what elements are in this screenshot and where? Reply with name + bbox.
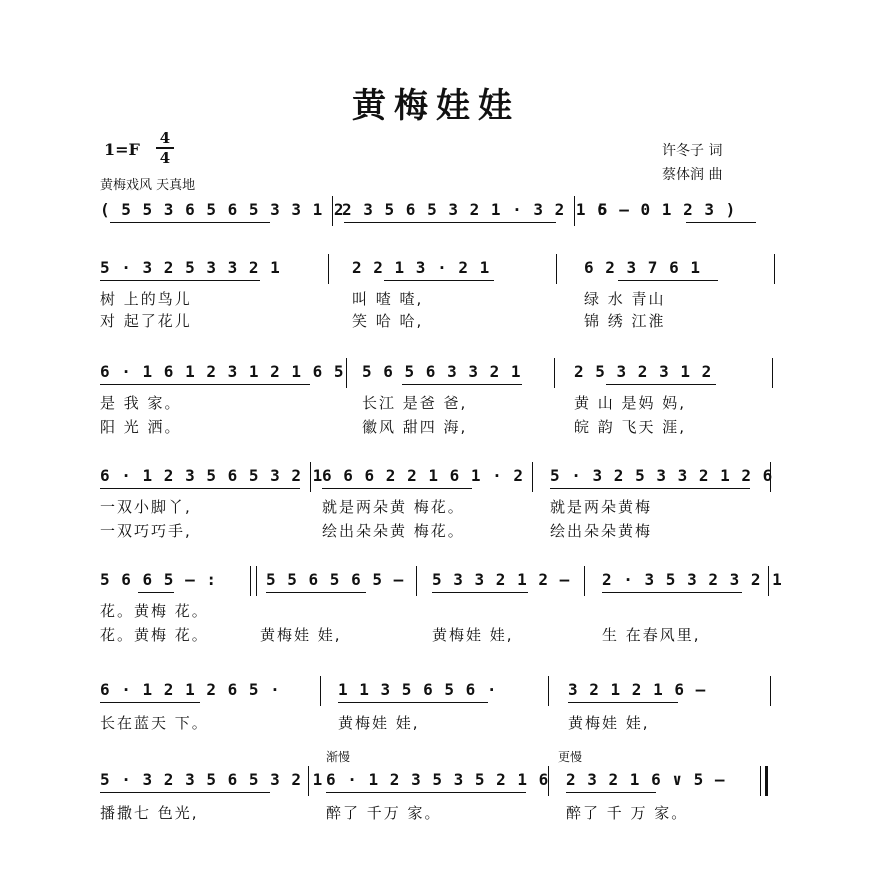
barline bbox=[774, 254, 775, 284]
lyric-verse-1: 花。黄梅 花。 bbox=[100, 602, 209, 620]
key-signature: 1=F bbox=[104, 140, 140, 159]
barline bbox=[310, 462, 311, 492]
time-signature bbox=[156, 130, 174, 166]
measure-notes: 6 · 1 2 3 5 6 5 3 2 1 bbox=[100, 466, 324, 485]
barline bbox=[308, 766, 309, 796]
lyric-verse-1: 播撒七 色光, bbox=[100, 804, 199, 822]
measure-notes: 2 5 3 2 3 1 2 bbox=[574, 362, 713, 381]
measure-notes: 5 6 6 5 – : bbox=[100, 570, 217, 589]
lyric-verse-2: 绘出朵朵黄梅 bbox=[550, 522, 653, 540]
barline bbox=[574, 196, 575, 226]
barline bbox=[556, 254, 557, 284]
barline bbox=[328, 254, 329, 284]
lyric-verse-1: 长在蓝天 下。 bbox=[100, 714, 209, 732]
song-title: 黄梅娃娃 bbox=[352, 86, 520, 126]
lyric-verse-2: 黄梅娃 娃, bbox=[260, 626, 342, 644]
lyric-verse-2: 生 在春风里, bbox=[602, 626, 701, 644]
time-signature-top: 4 bbox=[159, 129, 171, 147]
measure-notes: 3 2 1 2 1 6 – bbox=[568, 680, 707, 699]
beam-line bbox=[326, 792, 526, 793]
barline bbox=[584, 566, 585, 596]
double-barline bbox=[250, 566, 251, 596]
barline bbox=[548, 766, 549, 796]
barline bbox=[416, 566, 417, 596]
barline bbox=[320, 676, 321, 706]
lyric-verse-1: 黄梅娃 娃, bbox=[568, 714, 650, 732]
measure-notes: 1 1 3 5 6 5 6 · bbox=[338, 680, 498, 699]
beam-line bbox=[322, 488, 472, 489]
measure-notes: 2 3 2 1 6 ∨ 5 – bbox=[566, 770, 726, 789]
measure-notes: 5 · 3 2 5 3 3 2 1 2 6 bbox=[550, 466, 774, 485]
lyric-verse-1: 树 上的鸟儿 bbox=[100, 290, 192, 308]
beam-line bbox=[432, 592, 528, 593]
beam-line bbox=[100, 280, 260, 281]
beam-line bbox=[100, 702, 200, 703]
lyric-verse-1: 醉了 千 万 家。 bbox=[566, 804, 689, 822]
tempo-marking: 更慢 bbox=[558, 750, 583, 764]
beam-line bbox=[566, 792, 656, 793]
lyric-verse-2: 阳 光 洒。 bbox=[100, 418, 182, 436]
beam-line bbox=[344, 222, 556, 223]
lyric-verse-1: 叫 喳 喳, bbox=[352, 290, 424, 308]
tempo-marking: 渐慢 bbox=[326, 750, 351, 764]
lyricist-credit: 许冬子 词 bbox=[662, 143, 723, 159]
lyric-verse-1: 是 我 家。 bbox=[100, 394, 182, 412]
beam-line bbox=[686, 222, 756, 223]
measure-notes: 6 · 1 6 1 2 3 1 2 1 6 5 bbox=[100, 362, 345, 381]
double-barline bbox=[256, 566, 257, 596]
lyric-verse-2: 徽风 甜四 海, bbox=[362, 418, 468, 436]
beam-line bbox=[402, 384, 522, 385]
lyric-verse-2: 花。黄梅 花。 bbox=[100, 626, 209, 644]
lyric-verse-1: 黄梅娃 娃, bbox=[338, 714, 420, 732]
beam-line bbox=[384, 280, 494, 281]
beam-line bbox=[550, 488, 750, 489]
beam-line bbox=[110, 222, 270, 223]
lyric-verse-2: 绘出朵朵黄 梅花。 bbox=[322, 522, 465, 540]
measure-notes: 5 · 3 2 5 3 3 2 1 bbox=[100, 258, 281, 277]
barline bbox=[770, 676, 771, 706]
lyric-verse-1: 就是两朵黄 梅花。 bbox=[322, 498, 465, 516]
composer-credit: 蔡体润 曲 bbox=[662, 167, 723, 183]
lyric-verse-2: 锦 绣 江淮 bbox=[584, 312, 666, 330]
measure-notes: 6 · 1 2 3 5 3 5 2 1 6 bbox=[326, 770, 550, 789]
barline bbox=[532, 462, 533, 492]
lyric-verse-1: 绿 水 青山 bbox=[584, 290, 666, 308]
time-signature-bottom: 4 bbox=[159, 149, 171, 167]
measure-notes: 5 · 3 2 3 5 6 5 3 2 1 bbox=[100, 770, 324, 789]
barline bbox=[346, 358, 347, 388]
lyric-verse-1: 黄 山 是妈 妈, bbox=[574, 394, 687, 412]
measure-notes: 6 6 6 2 2 1 6 1 · 2 bbox=[322, 466, 525, 485]
beam-line bbox=[100, 488, 300, 489]
barline bbox=[332, 196, 333, 226]
beam-line bbox=[606, 384, 716, 385]
measure-notes: 5 6 5 6 3 3 2 1 bbox=[362, 362, 522, 381]
measure-notes: 6 · 1 2 1 2 6 5 · bbox=[100, 680, 281, 699]
lyric-verse-2: 对 起了花儿 bbox=[100, 312, 192, 330]
lyric-verse-2: 笑 哈 哈, bbox=[352, 312, 424, 330]
beam-line bbox=[338, 702, 488, 703]
lyric-verse-1: 醉了 千万 家。 bbox=[326, 804, 442, 822]
measure-notes: ( 5 5 3 6 5 6 5 3 3 1 2 bbox=[100, 200, 345, 219]
final-barline bbox=[760, 766, 761, 796]
beam-line bbox=[100, 792, 270, 793]
lyric-verse-1: 长江 是爸 爸, bbox=[362, 394, 468, 412]
beam-line bbox=[100, 384, 310, 385]
lyric-verse-2: 一双巧巧手, bbox=[100, 522, 192, 540]
measure-notes: 5 – 0 1 2 3 ) bbox=[598, 200, 737, 219]
beam-line bbox=[602, 592, 742, 593]
beam-line bbox=[568, 702, 678, 703]
style-marking: 黄梅戏风 天真地 bbox=[100, 178, 196, 193]
measure-notes: 5 5 6 5 6 5 – bbox=[266, 570, 405, 589]
lyric-verse-1: 一双小脚丫, bbox=[100, 498, 192, 516]
beam-line bbox=[266, 592, 366, 593]
lyric-verse-1: 就是两朵黄梅 bbox=[550, 498, 653, 516]
lyric-verse-2: 黄梅娃 娃, bbox=[432, 626, 514, 644]
final-barline bbox=[765, 766, 768, 796]
beam-line bbox=[618, 280, 718, 281]
barline bbox=[548, 676, 549, 706]
measure-notes: 2 2 1 3 · 2 1 bbox=[352, 258, 491, 277]
barline bbox=[554, 358, 555, 388]
measure-notes: 6 2 3 7 6 1 bbox=[584, 258, 701, 277]
measure-notes: 2 · 3 5 3 2 3 2 1 bbox=[602, 570, 783, 589]
barline bbox=[770, 462, 771, 492]
beam-line bbox=[138, 592, 174, 593]
barline bbox=[768, 566, 769, 596]
measure-notes: 5 3 3 2 1 2 – bbox=[432, 570, 571, 589]
barline bbox=[772, 358, 773, 388]
lyric-verse-2: 皖 韵 飞天 涯, bbox=[574, 418, 687, 436]
measure-notes: 2 3 5 6 5 3 2 1 · 3 2 1 6 bbox=[342, 200, 608, 219]
